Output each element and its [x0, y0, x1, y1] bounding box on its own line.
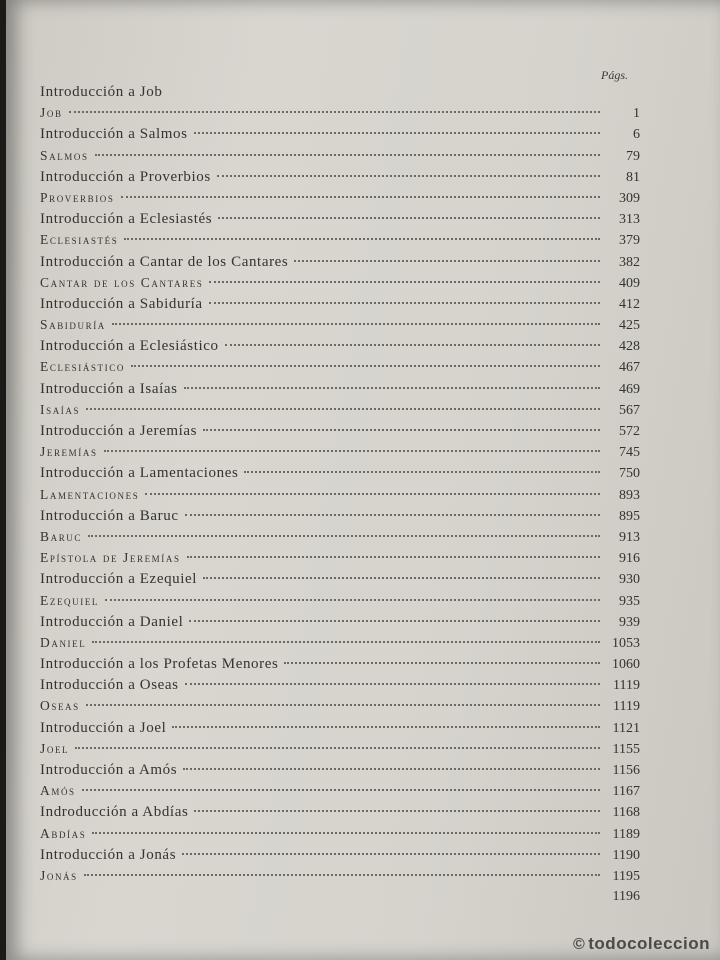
toc-entry-title: Introducción a Daniel: [40, 613, 184, 630]
toc-entry-page: 1167: [612, 784, 640, 800]
toc-entry-page: 750: [619, 466, 640, 482]
toc-entry: [40, 847, 640, 868]
toc-entry: [40, 317, 640, 338]
toc-entry: [40, 296, 640, 317]
dot-leader: [194, 132, 600, 134]
toc-entry: [40, 614, 640, 635]
toc-entry-page: 895: [619, 508, 640, 524]
toc-entry: [40, 359, 640, 380]
toc-entry-page: 1119: [613, 699, 640, 715]
toc-entry-page: 930: [619, 572, 640, 588]
dot-leader: [121, 196, 600, 198]
dot-leader: [69, 111, 600, 113]
toc-entry-title: Eclesiástico: [40, 359, 125, 375]
dot-leader: [203, 429, 600, 431]
toc-entry-title: Introducción a Jonás: [40, 846, 177, 863]
copyright-icon: ©: [572, 936, 586, 953]
toc-entry-page: 1195: [612, 868, 640, 884]
dot-leader: [218, 217, 600, 219]
toc-entry-page: 567: [619, 402, 640, 418]
toc-entry: [40, 232, 640, 253]
dot-leader: [92, 832, 600, 834]
toc-entry-title: Jonás: [40, 867, 78, 883]
dot-leader: [182, 853, 600, 855]
toc-entry: [40, 826, 640, 847]
toc-entry-page: 425: [619, 318, 640, 334]
toc-entry-page: 1196: [612, 889, 640, 905]
toc-entry-title: Introducción a Joel: [40, 719, 167, 736]
toc-entry-page: 939: [619, 614, 640, 630]
toc-entry: [40, 550, 640, 571]
toc-entry: [40, 84, 640, 105]
dot-leader: [217, 175, 600, 177]
toc-entries: [40, 84, 640, 910]
toc-entry-page: 1156: [612, 763, 640, 778]
toc-entry: [40, 571, 640, 592]
toc-entry-title: Baruc: [40, 528, 83, 544]
toc-entry-page: 379: [619, 233, 640, 249]
watermark-text: todocoleccion: [588, 934, 710, 953]
toc-entry: [40, 381, 640, 402]
toc-entry-title: Introducción a los Profetas Menores: [40, 656, 279, 673]
dot-leader: [86, 408, 600, 410]
toc-entry: [40, 529, 640, 550]
toc-entry-title: Introducción a Proverbios: [40, 168, 211, 185]
dot-leader: [131, 365, 600, 367]
toc-entry-page: 913: [619, 529, 640, 545]
dot-leader: [172, 726, 600, 728]
toc-entry-title: Job: [40, 105, 63, 121]
toc-entry: [40, 508, 640, 529]
toc-entry: [40, 698, 640, 719]
toc-entry-title: Introducción a Isaías: [40, 380, 178, 397]
toc-entry-title: Isaías: [40, 401, 81, 417]
dot-leader: [75, 747, 600, 749]
toc-entry-title: Proverbios: [40, 189, 115, 205]
toc-entry: [40, 804, 640, 825]
toc-entry-page: 1168: [612, 805, 640, 821]
toc-entry: [40, 444, 640, 465]
toc-entry: [40, 105, 640, 126]
toc-entry: [40, 190, 640, 211]
toc-entry-page: 79: [626, 148, 640, 164]
dot-leader: [209, 302, 600, 304]
toc-entry-page: 412: [619, 296, 640, 312]
toc-entry-page: 409: [619, 275, 640, 291]
toc-entry-title: Daniel: [40, 634, 87, 650]
dot-leader: [189, 620, 600, 622]
toc-entry-page: 1189: [612, 826, 640, 842]
toc-entry-page: 745: [619, 445, 640, 461]
toc-entry: [40, 720, 640, 741]
dot-leader: [294, 260, 600, 262]
toc-entry-page: 893: [619, 487, 640, 503]
pages-column-label: Págs.: [601, 68, 628, 82]
toc-entry-page: 935: [619, 593, 640, 609]
toc-entry-title: Introducción a Salmos: [40, 126, 188, 143]
toc-entry: [40, 741, 640, 762]
toc-entry-page: 6: [633, 127, 640, 143]
toc-entry-title: Epístola de Jeremías: [40, 550, 181, 566]
dot-leader: [95, 154, 600, 156]
toc-entry: [40, 635, 640, 656]
dot-leader: [185, 514, 600, 516]
toc-entry-title: Indroducción a Abdías: [40, 804, 189, 821]
dot-leader: [82, 789, 600, 791]
toc-entry-title: Eclesiastés: [40, 232, 119, 248]
dot-leader: [86, 704, 600, 706]
toc-entry-title: Introducción a Oseas: [40, 677, 179, 694]
toc-entry-title: Introducción a Jeremías: [40, 423, 198, 439]
toc-entry-title: Jeremías: [40, 444, 98, 460]
toc-entry-title: Ezequiel: [40, 592, 100, 608]
toc-entry-title: Introducción a Ezequiel: [40, 571, 198, 588]
toc-entry: [40, 868, 640, 889]
dot-leader: [112, 323, 600, 325]
toc-entry: [40, 254, 640, 275]
toc-entry: [40, 423, 640, 444]
dot-leader: [203, 577, 600, 579]
dot-leader: [194, 810, 600, 812]
toc-entry-title: Introducción a Lamentaciones: [40, 465, 239, 482]
toc-entry-page: 313: [619, 212, 640, 228]
toc-entry: [40, 656, 640, 677]
toc-entry-title: Introducción a Job: [40, 84, 163, 100]
toc-entry: [40, 783, 640, 804]
dot-leader: [145, 493, 600, 495]
dot-leader: [183, 768, 600, 770]
toc-entry: [40, 275, 640, 296]
toc-entry-title: Introducción a Sabiduría: [40, 295, 203, 312]
toc-entry-page: 467: [619, 360, 640, 376]
book-page: [6, 0, 720, 960]
toc-entry-title: Introducción a Amós: [40, 762, 178, 778]
toc-entry-title: Amós: [40, 783, 76, 799]
dot-leader: [244, 471, 600, 473]
dot-leader: [284, 662, 600, 664]
toc-entry-title: Salmos: [40, 147, 89, 163]
dot-leader: [187, 556, 600, 558]
watermark-logo: [573, 934, 710, 954]
toc-entry-page: 382: [619, 254, 640, 270]
toc-entry: [40, 465, 640, 486]
toc-entry: [40, 148, 640, 169]
toc-entry-title: Lamentaciones: [40, 486, 140, 502]
dot-leader: [209, 281, 600, 283]
toc-entry-page: 572: [619, 424, 640, 439]
dot-leader: [184, 387, 600, 389]
toc-entry-page: 81: [626, 169, 640, 185]
bleed-through-text: [494, 8, 684, 96]
toc-entry-page: 309: [619, 190, 640, 206]
toc-entry-page: 916: [619, 551, 640, 567]
toc-entry-title: Sabiduría: [40, 317, 106, 333]
toc-entry-title: Introducción a Cantar de los Cantares: [40, 253, 289, 270]
toc-entry-page: 1119: [613, 678, 640, 694]
toc-entry-title: Abdías: [40, 825, 87, 841]
toc-entry: [40, 402, 640, 423]
toc-entry: [40, 338, 640, 359]
dot-leader: [124, 238, 600, 240]
toc-entry-page: 1121: [612, 720, 640, 736]
dot-leader: [105, 599, 600, 601]
toc-entry-page: 1155: [612, 741, 640, 757]
toc-entry-title: Oseas: [40, 698, 80, 714]
toc-entry: [40, 211, 640, 232]
toc-entry: [40, 677, 640, 698]
dot-leader: [225, 344, 600, 346]
toc-entry-page: 1060: [612, 657, 640, 673]
toc-entry-title: Introducción a Eclesiastés: [40, 211, 213, 228]
toc-trailing-entry: [40, 889, 640, 910]
dot-leader: [185, 683, 600, 685]
toc-entry-page: 1190: [612, 847, 640, 863]
toc-entry: [40, 487, 640, 508]
toc-entry: [40, 126, 640, 147]
toc-entry-title: Joel: [40, 740, 70, 756]
dot-leader: [104, 450, 600, 452]
dot-leader: [84, 874, 600, 876]
toc-entry-page: 1053: [612, 635, 640, 651]
toc-entry-page: 428: [619, 339, 640, 355]
toc-entry-title: Introducción a Eclesiástico: [40, 338, 219, 355]
toc-entry-page: 469: [619, 381, 640, 397]
toc-entry-page: 1: [633, 106, 640, 122]
toc-entry-title: Introducción a Baruc: [40, 507, 179, 524]
toc-entry: [40, 593, 640, 614]
dot-leader: [92, 641, 600, 643]
toc-entry: [40, 762, 640, 783]
toc-entry: [40, 169, 640, 190]
dot-leader: [88, 535, 600, 537]
toc-entry-title: Cantar de los Cantares: [40, 274, 204, 290]
